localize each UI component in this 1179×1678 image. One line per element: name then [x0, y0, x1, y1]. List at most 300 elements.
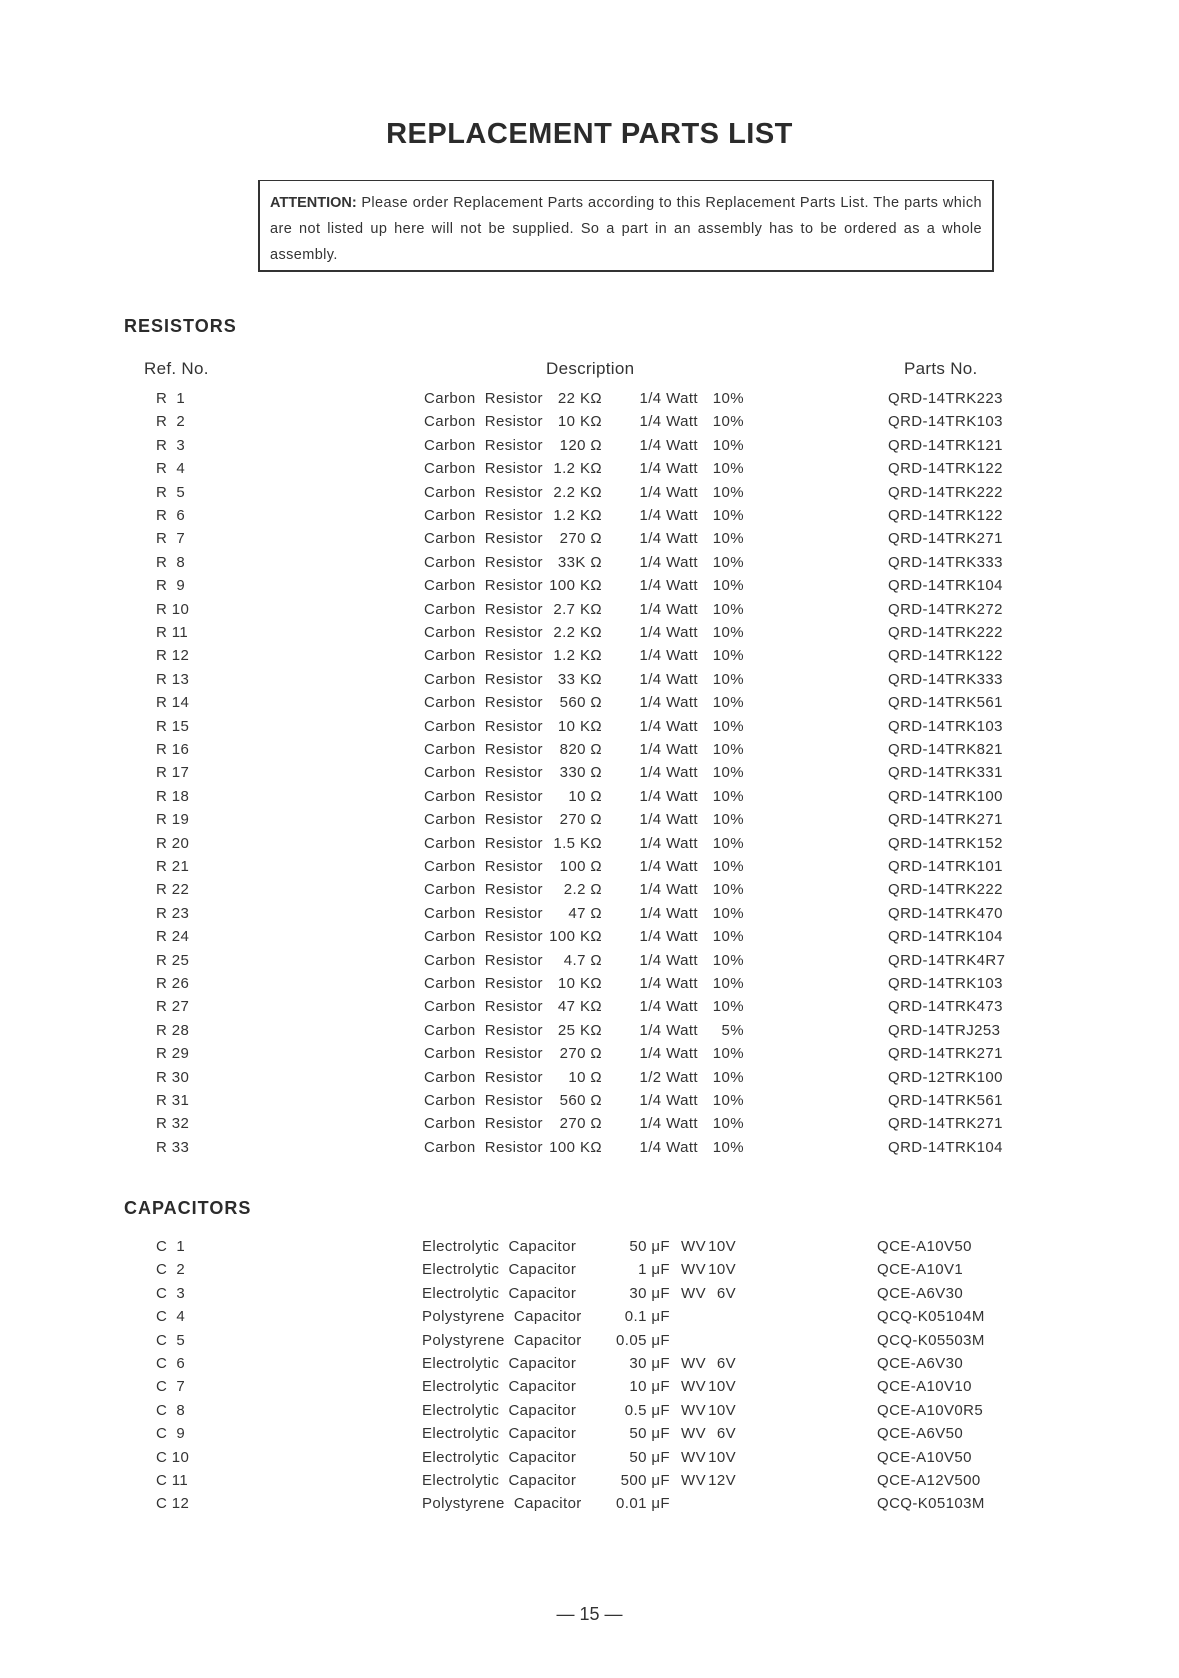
description-type: Electrolytic Capacitor	[422, 1284, 577, 1302]
tolerance: 10%	[712, 577, 744, 595]
voltage-rating: 6V	[716, 1284, 736, 1302]
voltage-rating: 6V	[716, 1355, 736, 1372]
table-row	[0, 1332, 1179, 1355]
table-row	[0, 928, 1179, 951]
ref-no: C 11	[156, 1472, 189, 1489]
power-rating: 1/4 Watt	[639, 390, 698, 407]
table-row	[0, 1022, 1179, 1045]
ref-no: C 5	[156, 1331, 186, 1349]
tolerance: 10%	[712, 1115, 744, 1133]
description-type: Carbon Resistor	[424, 1068, 543, 1086]
power-rating: 1/4 Watt	[639, 858, 698, 875]
tolerance: 10%	[712, 904, 744, 922]
resistance-value: 1.2 KΩ	[553, 507, 602, 524]
description-type: Polystyrene Capacitor	[422, 1495, 582, 1513]
working-voltage-label: WV	[681, 1448, 706, 1466]
power-rating: 1/4 Watt	[639, 436, 698, 454]
description-type: Carbon Resistor	[424, 530, 543, 548]
resistance-value: 2.2 Ω	[563, 881, 602, 899]
table-row	[0, 718, 1179, 741]
description-type: Carbon Resistor	[424, 647, 543, 665]
ref-no: R 18	[156, 787, 190, 805]
capacitance-value: 30 μF	[629, 1284, 670, 1302]
ref-no: R 6	[156, 507, 186, 524]
voltage-rating: 10V	[708, 1378, 736, 1396]
capacitance-value: 0.01 μF	[616, 1495, 670, 1513]
tolerance: 10%	[712, 741, 744, 758]
table-row	[0, 647, 1179, 670]
ref-no: R 4	[156, 460, 186, 478]
resistance-value: 10 Ω	[568, 787, 602, 805]
power-rating: 1/4 Watt	[639, 530, 698, 548]
table-row	[0, 741, 1179, 764]
working-voltage-label: WV	[681, 1472, 706, 1489]
description-type: Carbon Resistor	[424, 390, 543, 407]
parts-no: QRD-14TRK121	[888, 436, 1003, 454]
parts-no: QRD-14TRK122	[888, 460, 1003, 478]
resistance-value: 2.7 KΩ	[553, 600, 602, 618]
ref-no: R 33	[156, 1138, 190, 1156]
voltage-rating: 10V	[708, 1401, 736, 1419]
parts-no: QCE-A10V10	[877, 1378, 972, 1396]
resistance-value: 560 Ω	[559, 694, 602, 712]
parts-no: QCE-A6V30	[877, 1284, 964, 1302]
power-rating: 1/4 Watt	[639, 1045, 698, 1063]
resistance-value: 270 Ω	[559, 1115, 602, 1133]
ref-no: C 7	[156, 1378, 186, 1396]
parts-no: QRD-14TRK561	[888, 694, 1003, 712]
tolerance: 10%	[712, 951, 744, 969]
table-row	[0, 1238, 1179, 1261]
capacitors-heading: CAPACITORS	[124, 1198, 252, 1218]
table-row	[0, 1261, 1179, 1284]
resistance-value: 100 Ω	[559, 858, 602, 875]
tolerance: 10%	[712, 834, 744, 852]
tolerance: 10%	[712, 811, 744, 829]
table-row	[0, 1472, 1179, 1495]
description-type: Carbon Resistor	[424, 507, 543, 524]
parts-no: QCE-A6V30	[877, 1355, 964, 1372]
parts-no: QRD-14TRK223	[888, 390, 1003, 407]
ref-no: C 4	[156, 1308, 186, 1326]
table-row	[0, 1402, 1179, 1425]
resistance-value: 100 KΩ	[549, 1138, 602, 1156]
table-row	[0, 764, 1179, 787]
table-row	[0, 1378, 1179, 1401]
power-rating: 1/4 Watt	[639, 787, 698, 805]
power-rating: 1/2 Watt	[639, 1068, 698, 1086]
resistance-value: 10 Ω	[568, 1068, 602, 1086]
parts-no: QRD-14TRK104	[888, 1138, 1003, 1156]
ref-no: R 14	[156, 694, 190, 712]
power-rating: 1/4 Watt	[639, 413, 698, 431]
parts-no: QCE-A10V0R5	[877, 1401, 984, 1419]
description-type: Carbon Resistor	[424, 624, 543, 641]
description-type: Carbon Resistor	[424, 436, 543, 454]
working-voltage-label: WV	[681, 1261, 706, 1279]
tolerance: 10%	[712, 858, 744, 875]
table-row	[0, 1308, 1179, 1331]
tolerance: 10%	[712, 1045, 744, 1063]
resistance-value: 1.5 KΩ	[553, 834, 602, 852]
description-type: Electrolytic Capacitor	[422, 1401, 577, 1419]
table-row	[0, 1425, 1179, 1448]
parts-no: QRD-14TRK222	[888, 624, 1003, 641]
ref-no: R 32	[156, 1115, 190, 1133]
tolerance: 10%	[712, 975, 744, 992]
description-type: Carbon Resistor	[424, 858, 543, 875]
parts-no: QRD-14TRJ253	[888, 1021, 1001, 1039]
ref-no: R 7	[156, 530, 186, 548]
ref-no-header: Ref. No.	[144, 359, 209, 378]
table-row	[0, 1285, 1179, 1308]
tolerance: 10%	[712, 647, 744, 665]
description-type: Polystyrene Capacitor	[422, 1331, 582, 1349]
power-rating: 1/4 Watt	[639, 647, 698, 665]
working-voltage-label: WV	[681, 1238, 706, 1255]
table-row	[0, 788, 1179, 811]
tolerance: 10%	[712, 1092, 744, 1109]
resistance-value: 22 KΩ	[557, 390, 602, 407]
table-row	[0, 507, 1179, 530]
parts-no: QRD-14TRK104	[888, 928, 1003, 946]
tolerance: 10%	[712, 436, 744, 454]
table-row	[0, 1355, 1179, 1378]
table-row	[0, 694, 1179, 717]
resistance-value: 10 KΩ	[557, 717, 602, 735]
power-rating: 1/4 Watt	[639, 553, 698, 571]
power-rating: 1/4 Watt	[639, 998, 698, 1016]
table-row	[0, 1092, 1179, 1115]
working-voltage-label: WV	[681, 1355, 706, 1372]
table-row	[0, 554, 1179, 577]
description-type: Electrolytic Capacitor	[422, 1378, 577, 1396]
ref-no: R 26	[156, 975, 190, 992]
tolerance: 10%	[712, 530, 744, 548]
description-type: Carbon Resistor	[424, 553, 543, 571]
power-rating: 1/4 Watt	[639, 811, 698, 829]
parts-no: QCQ-K05104M	[877, 1308, 985, 1326]
description-type: Polystyrene Capacitor	[422, 1308, 582, 1326]
description-type: Electrolytic Capacitor	[422, 1425, 577, 1443]
description-type: Carbon Resistor	[424, 998, 543, 1016]
table-row	[0, 975, 1179, 998]
voltage-rating: 10V	[708, 1238, 736, 1255]
capacitance-value: 10 μF	[629, 1378, 670, 1396]
working-voltage-label: WV	[681, 1401, 706, 1419]
resistance-value: 820 Ω	[559, 741, 602, 758]
table-row	[0, 1069, 1179, 1092]
resistance-value: 560 Ω	[559, 1092, 602, 1109]
parts-no: QRD-14TRK331	[888, 764, 1003, 782]
resistance-value: 47 Ω	[568, 904, 602, 922]
description-type: Carbon Resistor	[424, 1092, 543, 1109]
ref-no: R 13	[156, 670, 190, 688]
tolerance: 10%	[712, 670, 744, 688]
parts-no: QRD-14TRK271	[888, 530, 1003, 548]
working-voltage-label: WV	[681, 1284, 706, 1302]
ref-no: R 20	[156, 834, 190, 852]
resistance-value: 10 KΩ	[557, 975, 602, 992]
power-rating: 1/4 Watt	[639, 975, 698, 992]
ref-no: R 29	[156, 1045, 190, 1063]
parts-no: QRD-14TRK122	[888, 647, 1003, 665]
voltage-rating: 12V	[708, 1472, 736, 1489]
resistance-value: 270 Ω	[559, 811, 602, 829]
ref-no: C 12	[156, 1495, 190, 1513]
tolerance: 10%	[712, 928, 744, 946]
parts-no: QRD-14TRK103	[888, 975, 1003, 992]
description-type: Carbon Resistor	[424, 600, 543, 618]
parts-no: QRD-14TRK333	[888, 553, 1003, 571]
table-row	[0, 835, 1179, 858]
tolerance: 10%	[712, 1068, 744, 1086]
tolerance: 10%	[712, 787, 744, 805]
power-rating: 1/4 Watt	[639, 881, 698, 899]
tolerance: 10%	[712, 764, 744, 782]
description-type: Carbon Resistor	[424, 413, 543, 431]
parts-no: QCE-A10V50	[877, 1238, 972, 1255]
table-row	[0, 437, 1179, 460]
ref-no: R 8	[156, 553, 186, 571]
working-voltage-label: WV	[681, 1378, 706, 1396]
parts-no: QRD-14TRK103	[888, 717, 1003, 735]
ref-no: R 3	[156, 436, 186, 454]
table-row	[0, 1495, 1179, 1518]
ref-no: R 25	[156, 951, 190, 969]
ref-no: R 11	[156, 624, 189, 641]
description-type: Carbon Resistor	[424, 1045, 543, 1063]
power-rating: 1/4 Watt	[639, 507, 698, 524]
table-row	[0, 1139, 1179, 1162]
tolerance: 10%	[712, 998, 744, 1016]
description-type: Carbon Resistor	[424, 928, 543, 946]
parts-no: QRD-14TRK821	[888, 741, 1003, 758]
power-rating: 1/4 Watt	[639, 834, 698, 852]
parts-no: QCE-A6V50	[877, 1425, 964, 1443]
description-type: Electrolytic Capacitor	[422, 1355, 577, 1372]
parts-no: QCE-A12V500	[877, 1472, 981, 1489]
power-rating: 1/4 Watt	[639, 764, 698, 782]
description-type: Carbon Resistor	[424, 975, 543, 992]
ref-no: C 3	[156, 1284, 186, 1302]
capacitance-value: 1 μF	[638, 1261, 670, 1279]
resistance-value: 33K Ω	[557, 553, 602, 571]
tolerance: 10%	[712, 553, 744, 571]
ref-no: C 2	[156, 1261, 186, 1279]
parts-no: QRD-14TRK271	[888, 811, 1003, 829]
power-rating: 1/4 Watt	[639, 460, 698, 478]
parts-no: QRD-14TRK561	[888, 1092, 1003, 1109]
capacitance-value: 30 μF	[629, 1355, 670, 1372]
description-header: Description	[546, 359, 635, 378]
power-rating: 1/4 Watt	[639, 483, 698, 501]
ref-no: R 17	[156, 764, 190, 782]
parts-no: QRD-12TRK100	[888, 1068, 1003, 1086]
parts-no: QRD-14TRK333	[888, 670, 1003, 688]
description-type: Carbon Resistor	[424, 834, 543, 852]
ref-no: R 9	[156, 577, 186, 595]
ref-no: R 5	[156, 483, 186, 501]
power-rating: 1/4 Watt	[639, 928, 698, 946]
description-type: Carbon Resistor	[424, 1115, 543, 1133]
parts-no: QRD-14TRK222	[888, 881, 1003, 899]
ref-no: R 15	[156, 717, 190, 735]
table-row	[0, 413, 1179, 436]
description-type: Electrolytic Capacitor	[422, 1448, 577, 1466]
ref-no: R 21	[156, 858, 190, 875]
parts-no: QRD-14TRK4R7	[888, 951, 1006, 969]
capacitance-value: 0.5 μF	[624, 1401, 670, 1419]
tolerance: 10%	[712, 694, 744, 712]
power-rating: 1/4 Watt	[639, 1021, 698, 1039]
ref-no: R 16	[156, 741, 190, 758]
table-row	[0, 484, 1179, 507]
ref-no: C 10	[156, 1448, 190, 1466]
description-type: Carbon Resistor	[424, 741, 543, 758]
tolerance: 10%	[712, 717, 744, 735]
ref-no: C 1	[156, 1238, 186, 1255]
table-row	[0, 881, 1179, 904]
table-row	[0, 460, 1179, 483]
tolerance: 10%	[712, 1138, 744, 1156]
resistance-value: 1.2 KΩ	[553, 647, 602, 665]
parts-no: QCE-A10V50	[877, 1448, 972, 1466]
resistance-value: 270 Ω	[559, 530, 602, 548]
resistance-value: 1.2 KΩ	[553, 460, 602, 478]
parts-no: QRD-14TRK271	[888, 1045, 1003, 1063]
power-rating: 1/4 Watt	[639, 1138, 698, 1156]
parts-no: QRD-14TRK470	[888, 904, 1003, 922]
table-row	[0, 905, 1179, 928]
table-row	[0, 530, 1179, 553]
description-type: Carbon Resistor	[424, 460, 543, 478]
power-rating: 1/4 Watt	[639, 717, 698, 735]
parts-no: QRD-14TRK222	[888, 483, 1003, 501]
ref-no: R 10	[156, 600, 190, 618]
capacitance-value: 50 μF	[629, 1238, 670, 1255]
resistance-value: 4.7 Ω	[563, 951, 602, 969]
resistance-value: 330 Ω	[559, 764, 602, 782]
parts-no: QRD-14TRK101	[888, 858, 1003, 875]
tolerance: 10%	[712, 390, 744, 407]
capacitance-value: 50 μF	[629, 1425, 670, 1443]
description-type: Carbon Resistor	[424, 483, 543, 501]
resistors-heading: RESISTORS	[124, 316, 237, 336]
parts-no: QCQ-K05103M	[877, 1495, 985, 1513]
power-rating: 1/4 Watt	[639, 1092, 698, 1109]
resistance-value: 10 KΩ	[557, 413, 602, 431]
table-row	[0, 1115, 1179, 1138]
table-row	[0, 624, 1179, 647]
capacitance-value: 0.1 μF	[624, 1308, 670, 1326]
ref-no: R 23	[156, 904, 190, 922]
tolerance: 5%	[721, 1021, 744, 1039]
power-rating: 1/4 Watt	[639, 694, 698, 712]
resistance-value: 33 KΩ	[557, 670, 602, 688]
tolerance: 10%	[712, 413, 744, 431]
power-rating: 1/4 Watt	[639, 1115, 698, 1133]
voltage-rating: 10V	[708, 1261, 736, 1279]
table-row	[0, 998, 1179, 1021]
description-type: Carbon Resistor	[424, 1138, 543, 1156]
parts-no: QRD-14TRK104	[888, 577, 1003, 595]
resistance-value: 120 Ω	[559, 436, 602, 454]
ref-no: R 28	[156, 1021, 190, 1039]
parts-no-header: Parts No.	[904, 359, 978, 378]
tolerance: 10%	[712, 600, 744, 618]
attention-text: Please order Replacement Parts according to this Replacement Parts List. The parts which are not listed up here will not be supplied. So a part in an assembly has to be ordered as a whole assembly.	[270, 195, 982, 263]
table-row	[0, 601, 1179, 624]
power-rating: 1/4 Watt	[639, 600, 698, 618]
parts-no: QRD-14TRK100	[888, 787, 1003, 805]
resistance-value: 100 KΩ	[549, 928, 602, 946]
description-type: Electrolytic Capacitor	[422, 1472, 577, 1489]
ref-no: C 9	[156, 1425, 186, 1443]
ref-no: R 1	[156, 390, 186, 407]
ref-no: R 22	[156, 881, 190, 899]
parts-no: QRD-14TRK103	[888, 413, 1003, 431]
power-rating: 1/4 Watt	[639, 624, 698, 641]
capacitance-value: 500 μF	[620, 1472, 670, 1489]
resistance-value: 25 KΩ	[557, 1021, 602, 1039]
description-type: Carbon Resistor	[424, 577, 543, 595]
description-type: Electrolytic Capacitor	[422, 1238, 577, 1255]
parts-no: QRD-14TRK122	[888, 507, 1003, 524]
capacitance-value: 50 μF	[629, 1448, 670, 1466]
page-title: REPLACEMENT PARTS LIST	[386, 118, 793, 150]
ref-no: R 12	[156, 647, 190, 665]
attention-notice	[258, 180, 994, 272]
description-type: Carbon Resistor	[424, 694, 543, 712]
tolerance: 10%	[712, 460, 744, 478]
resistance-value: 270 Ω	[559, 1045, 602, 1063]
ref-no: R 24	[156, 928, 190, 946]
table-row	[0, 390, 1179, 413]
tolerance: 10%	[712, 483, 744, 501]
description-type: Carbon Resistor	[424, 881, 543, 899]
page-number: — 15 —	[556, 1604, 623, 1624]
power-rating: 1/4 Watt	[639, 670, 698, 688]
ref-no: R 27	[156, 998, 190, 1016]
power-rating: 1/4 Watt	[639, 904, 698, 922]
table-row	[0, 952, 1179, 975]
resistance-value: 100 KΩ	[549, 577, 602, 595]
ref-no: R 31	[156, 1092, 190, 1109]
description-type: Carbon Resistor	[424, 670, 543, 688]
table-row	[0, 811, 1179, 834]
parts-no: QRD-14TRK473	[888, 998, 1003, 1016]
parts-no: QCE-A10V1	[877, 1261, 964, 1279]
ref-no: R 19	[156, 811, 190, 829]
description-type: Carbon Resistor	[424, 764, 543, 782]
working-voltage-label: WV	[681, 1425, 706, 1443]
table-row	[0, 671, 1179, 694]
ref-no: R 30	[156, 1068, 190, 1086]
capacitance-value: 0.05 μF	[616, 1331, 670, 1349]
power-rating: 1/4 Watt	[639, 951, 698, 969]
parts-no: QRD-14TRK272	[888, 600, 1003, 618]
tolerance: 10%	[712, 507, 744, 524]
power-rating: 1/4 Watt	[639, 577, 698, 595]
ref-no: C 6	[156, 1355, 186, 1372]
voltage-rating: 6V	[716, 1425, 736, 1443]
resistance-value: 2.2 KΩ	[553, 624, 602, 641]
table-row	[0, 858, 1179, 881]
voltage-rating: 10V	[708, 1448, 736, 1466]
resistance-value: 47 KΩ	[557, 998, 602, 1016]
description-type: Carbon Resistor	[424, 811, 543, 829]
